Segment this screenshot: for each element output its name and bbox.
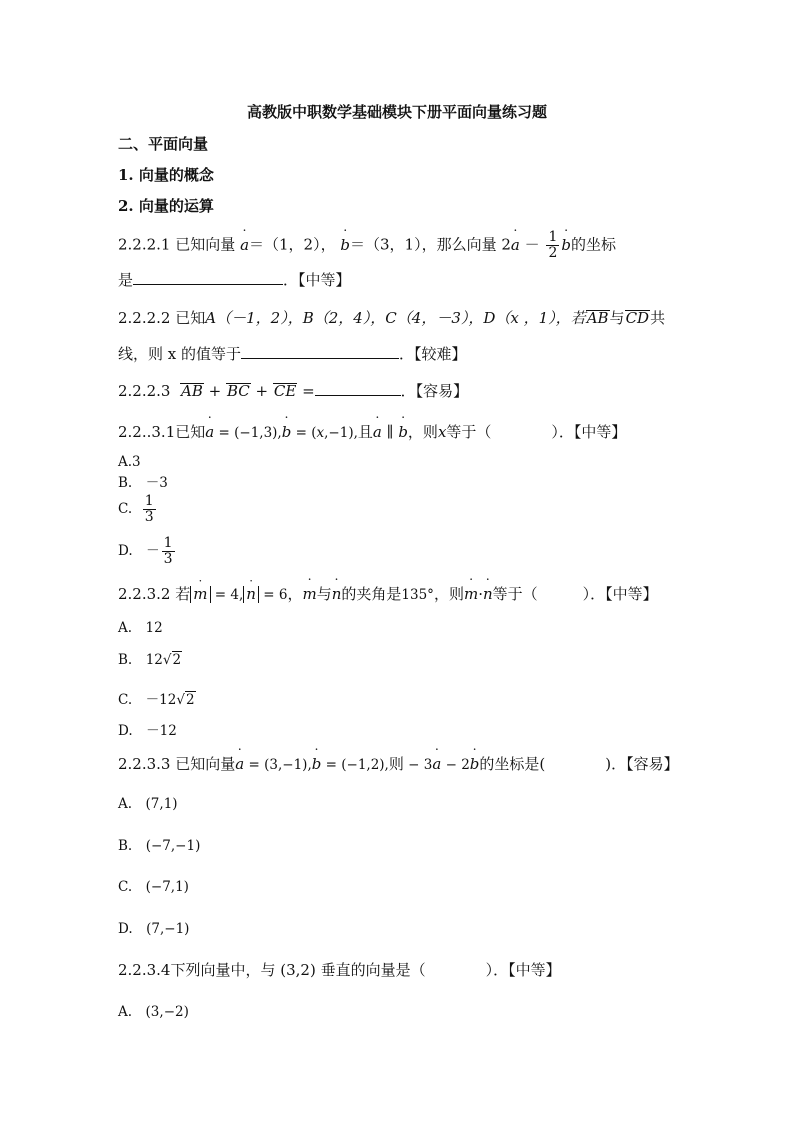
option-d[interactable]: D. －12 — [118, 723, 177, 739]
option-c[interactable]: C. (−7,1) — [118, 879, 189, 895]
option-b[interactable]: B. 12√2 — [118, 652, 182, 668]
section-heading-plane-vectors: 二、平面向量 — [118, 135, 209, 153]
vector-b: ˙ b — [340, 235, 350, 255]
section-heading-vector-concept: 1. 向量的概念 — [118, 166, 214, 184]
sqrt-2: √2 — [162, 652, 182, 668]
vector-ab: AB — [586, 309, 609, 327]
vector-a: ˙ a — [240, 235, 249, 255]
question-number: 2.2.3.3 — [118, 755, 171, 773]
question-number: 2.2.3.2 — [118, 585, 171, 603]
question-2-2-2-2-line2: 线，则 x 的值等于 ．【较难】 — [118, 345, 467, 363]
answer-blank[interactable] — [315, 381, 401, 396]
option-d[interactable]: D. (7,−1) — [118, 921, 190, 937]
option-a[interactable]: A. 12 — [118, 620, 163, 636]
question-2-2-2-1-line2: 是 ．【中等】 — [118, 271, 351, 289]
option-a[interactable]: A. (3,−2) — [118, 1004, 189, 1020]
option-a[interactable]: A.3 — [118, 454, 141, 470]
question-number: 2.2.2.3 — [118, 382, 171, 400]
question-2-2-3-4: 2.2.3.4下列向量中，与 (3,2) 垂直的向量是（ ）．【中等】 — [118, 961, 561, 979]
page-title: 高教版中职数学基础模块下册平面向量练习题 — [246, 103, 547, 121]
option-a[interactable]: A. (7,1) — [118, 796, 178, 812]
question-number: 2.2.3.4 — [118, 961, 171, 979]
question-2-2-3-2: 2.2.3.2 若 m ˙ = 4, n ˙ = 6，˙ m与˙ n的夹角是135°，则˙ m·˙ n等于（ ）．【中等】 — [118, 584, 658, 605]
question-number: 2.2..3.1 — [118, 423, 176, 441]
option-c[interactable]: C. －12√2 — [118, 692, 195, 708]
vector-cd: CD — [625, 309, 650, 327]
question-number: 2.2.2.2 — [118, 309, 171, 327]
option-b[interactable]: B. (−7,−1) — [118, 838, 201, 854]
section-heading-vector-operations: 2. 向量的运算 — [118, 197, 214, 215]
question-2-2-2-3: 2.2.2.3 AB + BC + CE = ．【容易】 — [118, 382, 469, 400]
option-d[interactable]: D. － $\frac{1}{3}$ — [118, 535, 173, 567]
sqrt-2: √2 — [176, 692, 195, 708]
answer-blank[interactable] — [241, 344, 399, 359]
answer-blank[interactable] — [133, 270, 283, 285]
fraction-one-half: $\frac{1}{2}$ — [548, 229, 558, 261]
option-c[interactable]: C. $\frac{1}{3}$ — [118, 493, 154, 525]
question-number: 2.2.2.1 — [118, 235, 171, 254]
question-2-2-2-1: 2.2.2.1 已知向量 ˙ a＝（1，2）， ˙ b＝（3，1），那么向量 2˙ a － $\frac{1}{2}$ ˙ b的坐标 — [118, 230, 616, 261]
question-2-2-2-2: 2.2.2.2 已知A（－1，2），B（2，4），C（4，－3），D（x ，1），若AB与CD共 — [118, 309, 666, 327]
question-2-2-3-1: 2.2..3.1已知˙ a = (−1,3),˙ b = (x,−1),且˙ a ∥ ˙ b，则x等于（ ）．【中等】 — [118, 422, 626, 443]
option-b[interactable]: B. －3 — [118, 475, 168, 491]
question-2-2-3-3: 2.2.3.3 已知向量˙ a = (3,−1),˙ b = (−1,2),则 − 3˙ a − 2˙ b的坐标是( )．【容易】 — [118, 754, 679, 775]
